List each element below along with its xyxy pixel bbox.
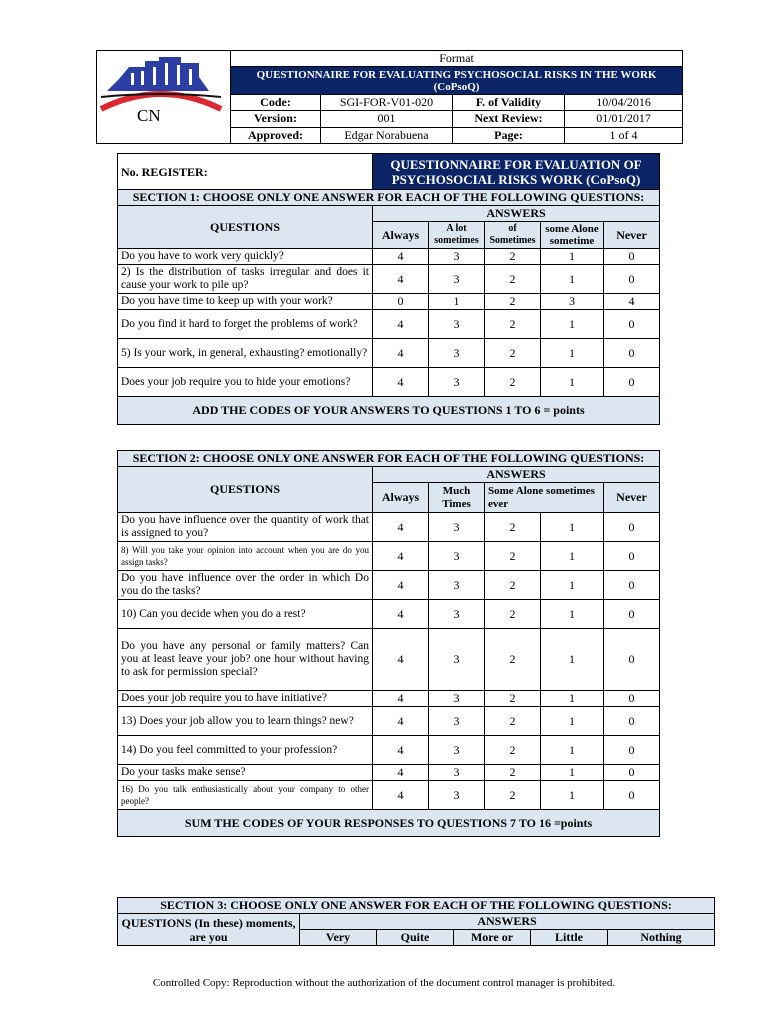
approved-label: Approved:	[231, 127, 321, 143]
answer-code[interactable]: 4	[373, 249, 429, 265]
answer-code[interactable]: 4	[373, 691, 429, 707]
section2-questions-header: QUESTIONS	[118, 467, 373, 513]
answer-code[interactable]: 3	[429, 736, 485, 765]
answer-code[interactable]: 3	[429, 781, 485, 810]
s2-col-always: Always	[373, 483, 429, 513]
section1-sum	[118, 397, 660, 425]
s1-col-alot: A lot sometimes	[429, 222, 485, 249]
answer-code[interactable]: 3	[429, 513, 485, 542]
answer-code[interactable]: 0	[604, 265, 660, 294]
section3-questions-header: QUESTIONS (In these) moments, are you	[118, 914, 300, 946]
answer-code[interactable]: 0	[604, 249, 660, 265]
answer-code[interactable]: 1	[541, 629, 604, 691]
table-row	[118, 707, 660, 736]
table-row	[118, 542, 660, 571]
section3-table	[117, 897, 715, 946]
question-text: Does your job require you to hide your emotions?	[118, 368, 373, 397]
answer-code[interactable]: 0	[373, 294, 429, 310]
answer-code[interactable]: 3	[429, 542, 485, 571]
answer-code[interactable]: 3	[429, 707, 485, 736]
table-row	[118, 736, 660, 765]
table-row	[118, 691, 660, 707]
answer-code[interactable]: 2	[485, 310, 541, 339]
answer-code[interactable]: 3	[429, 265, 485, 294]
answer-code[interactable]: 2	[485, 765, 541, 781]
answer-code[interactable]: 4	[373, 781, 429, 810]
answer-code[interactable]: 2	[485, 736, 541, 765]
footer-notice: Controlled Copy: Reproduction without the authorization of the document control manager is prohibited.	[152, 977, 616, 989]
question-text: Do you have influence over the quantity of work that is assigned to you?	[118, 513, 373, 542]
answer-code[interactable]: 3	[429, 629, 485, 691]
question-text: Do you have influence over the order in which Do you do the tasks?	[118, 571, 373, 600]
code-value: SGI-FOR-V01-020	[321, 94, 453, 110]
s2-col-some-alone: Some Alone sometimes ever	[485, 483, 604, 513]
answer-code[interactable]: 2	[485, 781, 541, 810]
validity-value: 10/04/2016	[565, 94, 683, 110]
answer-code[interactable]: 2	[485, 265, 541, 294]
section2-sum-text: SUM THE CODES OF YOUR RESPONSES TO QUESTIONS 7 TO 16 =	[184, 815, 561, 830]
answer-code[interactable]: 0	[604, 339, 660, 368]
answer-code[interactable]: 2	[485, 707, 541, 736]
answer-code[interactable]: 0	[604, 571, 660, 600]
answer-code[interactable]: 1	[541, 600, 604, 629]
logo-graphic	[97, 51, 225, 139]
document-header	[96, 50, 683, 144]
table-row	[118, 294, 660, 310]
section2-sum-unit: points	[560, 815, 593, 830]
answer-code[interactable]: 1	[541, 265, 604, 294]
answer-code[interactable]: 2	[485, 339, 541, 368]
register-title: QUESTIONNAIRE FOR EVALUATION OF PSYCHOSOCIAL RISKS WORK (CoPsoQ)	[373, 154, 660, 190]
s3-col-nothing: Nothing	[608, 930, 715, 946]
answer-code[interactable]: 1	[541, 691, 604, 707]
answer-code[interactable]: 4	[373, 600, 429, 629]
answer-code[interactable]: 1	[541, 571, 604, 600]
answer-code[interactable]: 2	[485, 691, 541, 707]
table-row	[118, 249, 660, 265]
table-row	[118, 629, 660, 691]
answer-code[interactable]: 4	[373, 571, 429, 600]
answer-code[interactable]: 3	[429, 339, 485, 368]
answer-code[interactable]: 3	[429, 249, 485, 265]
section3-answers-header: ANSWERS	[300, 914, 715, 930]
question-text: 8) Will you take your opinion into account when you are do you assign tasks?	[118, 542, 373, 571]
answer-code[interactable]: 4	[373, 339, 429, 368]
answer-code[interactable]: 2	[485, 249, 541, 265]
answer-code[interactable]: 4	[373, 265, 429, 294]
answer-code[interactable]: 4	[373, 707, 429, 736]
page-value: 1 of 4	[565, 127, 683, 143]
table-row	[118, 571, 660, 600]
question-text: 10) Can you decide when you do a rest?	[118, 600, 373, 629]
answer-code[interactable]: 0	[604, 691, 660, 707]
answer-code[interactable]: 4	[373, 542, 429, 571]
table-row	[118, 265, 660, 294]
answer-code[interactable]: 4	[373, 629, 429, 691]
question-text: Do your tasks make sense?	[118, 765, 373, 781]
answer-code[interactable]: 1	[541, 249, 604, 265]
validity-label: F. of Validity	[453, 94, 565, 110]
company-logo	[97, 51, 231, 144]
answer-code[interactable]: 0	[604, 600, 660, 629]
section1-sum-unit: points	[553, 403, 585, 417]
question-text: Do you find it hard to forget the problems of work?	[118, 310, 373, 339]
answer-code[interactable]: 2	[485, 571, 541, 600]
answer-code[interactable]: 1	[541, 339, 604, 368]
answer-code[interactable]: 1	[541, 368, 604, 397]
table-row	[118, 310, 660, 339]
table-row	[118, 368, 660, 397]
code-label: Code:	[231, 94, 321, 110]
version-label: Version:	[231, 111, 321, 127]
section2-answers-header: ANSWERS	[373, 467, 660, 483]
section1-questions-header: QUESTIONS	[118, 206, 373, 249]
section2-table	[117, 450, 660, 837]
answer-code[interactable]: 3	[541, 294, 604, 310]
next-review-label: Next Review:	[453, 111, 565, 127]
question-text: 16) Do you talk enthusiastically about your company to other people?	[118, 781, 373, 810]
table-row	[118, 513, 660, 542]
header-title: QUESTIONNAIRE FOR EVALUATING PSYCHOSOCIAL RISKS IN THE WORK (CoPsoQ)	[231, 67, 683, 95]
answer-code[interactable]: 0	[604, 513, 660, 542]
table-row	[118, 781, 660, 810]
section1-table	[117, 153, 660, 425]
table-row	[118, 600, 660, 629]
section1-sum-text: ADD THE CODES OF YOUR ANSWERS TO QUESTIONS 1 TO 6 =	[192, 403, 551, 417]
question-text: Do you have to work very quickly?	[118, 249, 373, 265]
answer-code[interactable]: 0	[604, 368, 660, 397]
question-text: Do you have time to keep up with your work?	[118, 294, 373, 310]
question-text: 14) Do you feel committed to your profession?	[118, 736, 373, 765]
answer-code[interactable]: 0	[604, 542, 660, 571]
answer-code[interactable]: 3	[429, 310, 485, 339]
version-value: 001	[321, 111, 453, 127]
answer-code[interactable]: 1	[541, 781, 604, 810]
s2-col-much: Much Times	[429, 483, 485, 513]
answer-code[interactable]: 1	[429, 294, 485, 310]
answer-code[interactable]: 4	[373, 736, 429, 765]
s1-col-always: Always	[373, 222, 429, 249]
approved-value: Edgar Norabuena	[321, 127, 453, 143]
s1-col-never: Never	[604, 222, 660, 249]
s3-col-little: Little	[531, 930, 608, 946]
page-label: Page:	[453, 127, 565, 143]
question-text: 2) Is the distribution of tasks irregular and does it cause your work to pile up?	[118, 265, 373, 294]
question-text: 5) Is your work, in general, exhausting? emotionally?	[118, 339, 373, 368]
answer-code[interactable]: 3	[429, 765, 485, 781]
answer-code[interactable]: 3	[429, 368, 485, 397]
answer-code[interactable]: 2	[485, 600, 541, 629]
answer-code[interactable]: 1	[541, 736, 604, 765]
question-text: 13) Does your job allow you to learn things? new?	[118, 707, 373, 736]
s1-col-alone: some Alone sometime	[541, 222, 604, 249]
section2-sum	[118, 810, 660, 837]
table-row	[118, 339, 660, 368]
answer-code[interactable]: 0	[604, 781, 660, 810]
answer-code[interactable]: 2	[485, 368, 541, 397]
register-label: No. REGISTER:	[118, 154, 373, 190]
question-text: Do you have any personal or family matters? Can you at least leave your job? one hour without having to ask for permission special?	[118, 629, 373, 691]
answer-code[interactable]: 0	[604, 707, 660, 736]
question-text: Does your job require you to have initiative?	[118, 691, 373, 707]
answer-code[interactable]: 4	[373, 765, 429, 781]
section3-title: SECTION 3: CHOOSE ONLY ONE ANSWER FOR EACH OF THE FOLLOWING QUESTIONS:	[118, 898, 715, 914]
table-row	[118, 765, 660, 781]
answer-code[interactable]: 3	[429, 600, 485, 629]
answer-code[interactable]: 2	[485, 513, 541, 542]
section1-answers-header: ANSWERS	[373, 206, 660, 222]
answer-code[interactable]: 3	[429, 691, 485, 707]
answer-code[interactable]: 3	[429, 571, 485, 600]
answer-code[interactable]: 0	[604, 736, 660, 765]
answer-code[interactable]: 1	[541, 765, 604, 781]
section1-title: SECTION 1: CHOOSE ONLY ONE ANSWER FOR EACH OF THE FOLLOWING QUESTIONS:	[118, 190, 660, 206]
answer-code[interactable]: 0	[604, 310, 660, 339]
answer-code[interactable]: 2	[485, 629, 541, 691]
s3-col-more-or: More or	[454, 930, 531, 946]
s2-col-never: Never	[604, 483, 660, 513]
answer-code[interactable]: 4	[373, 310, 429, 339]
answer-code[interactable]: 2	[485, 542, 541, 571]
logo-text: CN	[137, 106, 161, 125]
answer-code[interactable]: 1	[541, 707, 604, 736]
answer-code[interactable]: 2	[485, 294, 541, 310]
answer-code[interactable]: 0	[604, 629, 660, 691]
answer-code[interactable]: 1	[541, 542, 604, 571]
answer-code[interactable]: 1	[541, 310, 604, 339]
answer-code[interactable]: 1	[541, 513, 604, 542]
answer-code[interactable]: 4	[604, 294, 660, 310]
s1-col-sometimes: of Sometimes	[485, 222, 541, 249]
section2-title: SECTION 2: CHOOSE ONLY ONE ANSWER FOR EACH OF THE FOLLOWING QUESTIONS:	[118, 451, 660, 467]
answer-code[interactable]: 0	[604, 765, 660, 781]
next-review-value: 01/01/2017	[565, 111, 683, 127]
s3-col-very: Very	[300, 930, 377, 946]
format-label: Format	[231, 51, 683, 67]
s3-col-quite: Quite	[377, 930, 454, 946]
answer-code[interactable]: 4	[373, 368, 429, 397]
answer-code[interactable]: 4	[373, 513, 429, 542]
